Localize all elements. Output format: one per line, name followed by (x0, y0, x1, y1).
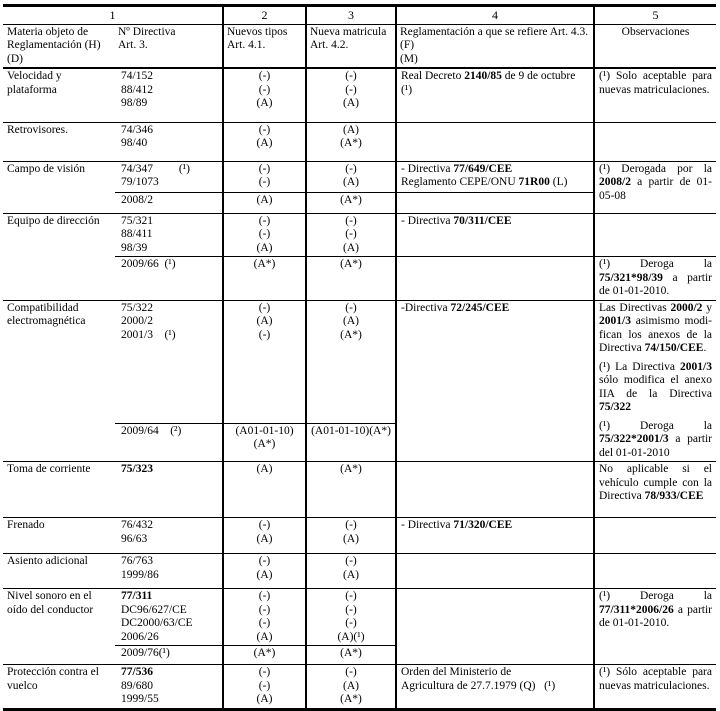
directiva-cell (115, 665, 223, 710)
cell-line: (A) (256, 241, 273, 254)
nueva-matricula-cell (306, 300, 396, 423)
cell-line: (A) (343, 568, 359, 581)
directiva-cell (115, 300, 223, 423)
cell-line: (-) (345, 70, 357, 82)
reglamentacion-cell (396, 589, 594, 665)
cell-line: Nueva matricula (310, 25, 387, 38)
cell-line: (A) (343, 241, 359, 254)
nuevos-tipos-cell (223, 518, 306, 554)
cell-line: (¹) La Directiva 2001/3 sólo modifica el anexo IIA de la Directiva 75/322 (599, 360, 712, 413)
cell-line: Observaciones (621, 25, 690, 38)
cell-line: (-) (258, 301, 271, 314)
cell-line: (A*) (340, 693, 362, 705)
cell-line: (A) (343, 315, 359, 327)
directiva-cell (115, 213, 223, 257)
cell-line: (¹) Derogada por la 2008/2 a partir de 01-05-08 (599, 162, 712, 202)
cell-line: (A) (256, 693, 273, 705)
nueva-matricula-cell: (A*) (306, 257, 396, 301)
reglamentacion-cell (396, 213, 594, 257)
cell-line: 77/311 (121, 590, 153, 602)
observaciones-cell (594, 554, 716, 589)
header-nueva-matricula (306, 24, 396, 68)
nueva-matricula-cell: (A*) (306, 646, 396, 665)
cell-line: (-) (345, 214, 357, 227)
header-materia (3, 24, 115, 68)
cell-line: 79/1073 (121, 176, 159, 188)
cell-line: DC96/627/CE (121, 603, 187, 616)
cell-line: Nº Directiva (118, 25, 176, 38)
nuevos-tipos-cell (223, 462, 306, 518)
cell-line: (¹) Deroga la 77/311*2006/26 a partir de 01-01-2010. (599, 590, 712, 629)
directiva-cell: 2008/2 (115, 192, 223, 213)
cell-line: - Directiva 71/320/CEE (401, 519, 513, 531)
nueva-matricula-cell (306, 122, 396, 161)
cell-line: (-) (258, 176, 271, 188)
table-row (3, 68, 716, 122)
directiva-cell (115, 122, 223, 161)
cell-line: Real Decreto 2140/85 de 9 de octubre (401, 70, 576, 82)
materia-cell: Equipo de dirección (3, 213, 115, 300)
nueva-matricula-cell (306, 518, 396, 554)
nueva-matricula-cell (306, 213, 396, 257)
cell-line: Reglamentación (H) (D) (7, 39, 101, 65)
column-number: 2 (223, 6, 306, 25)
nuevos-tipos-cell: (A*) (223, 646, 306, 665)
column-number-row (3, 6, 716, 25)
materia-cell: Velocidad y plataforma (3, 68, 115, 122)
cell-line: (A) (343, 123, 359, 136)
cell-line: 88/411 (121, 228, 153, 240)
reglamentacion-cell (396, 68, 594, 122)
cell-line: (-) (345, 617, 357, 629)
directiva-cell (115, 68, 223, 122)
nueva-matricula-cell (306, 554, 396, 589)
column-number: 3 (306, 6, 396, 25)
cell-line: 74/347 (¹) (121, 162, 190, 175)
nuevos-tipos-cell (223, 161, 306, 192)
cell-line: (A*) (340, 463, 362, 475)
table-row (3, 122, 716, 161)
cell-line: 1999/86 (121, 568, 159, 581)
observaciones-cell (594, 589, 716, 665)
table-row (3, 589, 716, 646)
cell-line: (A) (256, 97, 273, 109)
header-row (3, 24, 716, 68)
nueva-matricula-cell (306, 665, 396, 710)
cell-line: 98/39 (121, 241, 148, 254)
nueva-matricula-cell (306, 161, 396, 192)
nuevos-tipos-cell (223, 554, 306, 589)
nuevos-tipos-cell: (A01-01-10)(A*) (223, 423, 306, 461)
observaciones-cell (594, 161, 716, 213)
cell-line: (-) (258, 666, 271, 678)
materia-cell: Campo de visión (3, 161, 115, 213)
column-number: 1 (109, 8, 116, 22)
directiva-cell (115, 161, 223, 192)
cell-line: - Directiva 70/311/CEE (401, 214, 512, 227)
cell-line: 96/63 (121, 532, 148, 545)
cell-line: (-) (258, 328, 271, 341)
observaciones-cell (594, 300, 716, 462)
nueva-matricula-cell: (A01-01-10)(A*) (306, 423, 396, 461)
nueva-matricula-cell: (A*) (306, 192, 396, 213)
table-row (3, 554, 716, 589)
directiva-cell (115, 554, 223, 589)
reglamentacion-cell (396, 665, 594, 710)
observaciones-cell (594, 518, 716, 554)
reglamentacion-cell (396, 300, 594, 462)
nuevos-tipos-cell: (A*) (223, 257, 306, 301)
observaciones-cell (594, 665, 716, 710)
cell-line: (A*) (340, 137, 362, 149)
cell-line: (-) (258, 555, 271, 567)
cell-line: Art. 4.2. (310, 39, 349, 51)
directiva-cell (115, 462, 223, 518)
cell-line: (-) (345, 162, 357, 175)
column-number: 5 (594, 6, 716, 25)
nuevos-tipos-cell (223, 589, 306, 646)
cell-line: 75/323 (121, 463, 153, 475)
cell-line: Agricultura de 27.7.1979 (Q) (¹) (401, 679, 556, 692)
cell-line: Nuevos tipos (227, 25, 288, 38)
cell-line: No aplicable si el vehículo cumple con la Directiva 78/933/CEE (599, 463, 712, 502)
observaciones-cell (594, 122, 716, 161)
cell-line: (-) (258, 214, 271, 227)
table-row (3, 462, 716, 518)
cell-line: 89/680 (121, 679, 153, 692)
nuevos-tipos-cell (223, 665, 306, 710)
reglamentacion-cell (396, 192, 594, 213)
directiva-cell: 2009/76(¹) (115, 646, 223, 665)
cell-line: (-) (345, 519, 357, 531)
cell-line: 76/432 (121, 519, 153, 531)
cell-line: (-) (345, 555, 357, 567)
cell-line: Orden del Ministerio de (401, 666, 512, 678)
cell-line: 1999/55 (121, 693, 159, 705)
cell-line: (A) (256, 568, 273, 581)
cell-line: (-) (345, 603, 357, 616)
table-row (3, 213, 716, 257)
cell-line: (¹) Deroga la 75/322*2001/3 a partir del 01-01-2010 (599, 419, 712, 459)
cell-line: (-) (258, 162, 271, 175)
table-row (3, 300, 716, 423)
directiva-cell: 2009/66 (¹) (115, 257, 223, 301)
cell-line: (A) (256, 315, 273, 327)
table-row (3, 518, 716, 554)
cell-line: DC2000/63/CE (121, 617, 193, 629)
cell-line: 88/412 (121, 83, 153, 96)
cell-line: (-) (345, 228, 357, 240)
cell-line: (A) (343, 176, 359, 188)
cell-line: Art. 3. (118, 39, 148, 51)
directiva-cell (115, 589, 223, 646)
nueva-matricula-cell (306, 68, 396, 122)
cell-line: (-) (258, 123, 271, 136)
cell-line: Art. 4.1. (227, 39, 266, 51)
cell-line: (¹) Deroga la 75/321*98/39 a partir de 01-01-2010. (599, 258, 712, 297)
cell-line: Reglamentación a que se refiere Art. 4.3. (F) (400, 25, 589, 51)
header-reglamentacion (396, 24, 594, 68)
cell-line: (M) (400, 52, 418, 65)
cell-line: (-) (258, 590, 271, 602)
cell-line: 75/321 (121, 214, 153, 227)
column-number: 4 (396, 6, 594, 25)
materia-cell: Compatibilidad electromagnética (3, 300, 115, 462)
cell-line: (A) (256, 463, 273, 475)
cell-line: Las Directivas 2000/2 y 2001/3 asimismo modi-fican los anexos de la Directiva 74/150/CEE. (599, 301, 712, 354)
cell-line: (A) (256, 532, 273, 545)
materia-cell: Toma de corriente (3, 462, 115, 518)
reglamentacion-cell (396, 257, 594, 301)
nuevos-tipos-cell (223, 300, 306, 423)
materia-cell: Nivel sonoro en el oído del conductor (3, 589, 115, 665)
nueva-matricula-cell (306, 462, 396, 518)
nuevos-tipos-cell (223, 68, 306, 122)
header-directiva (115, 24, 223, 68)
header-nuevos-tipos (223, 24, 306, 68)
cell-line: (A) (256, 630, 273, 643)
cell-line: (-) (258, 70, 271, 82)
cell-line: (-) (345, 301, 357, 314)
cell-line: (-) (258, 603, 271, 616)
cell-line: (¹) (401, 83, 413, 96)
table-row (3, 161, 716, 192)
cell-line: (A*) (340, 328, 362, 341)
cell-line: (¹) Sólo aceptable para nuevas matriculaciones. (599, 666, 712, 692)
cell-line: 77/536 (121, 666, 153, 678)
cell-line: 2000/2 (121, 315, 153, 327)
cell-line: 74/152 (121, 70, 153, 82)
nuevos-tipos-cell (223, 122, 306, 161)
regulation-table (3, 4, 716, 711)
cell-line: 98/40 (121, 137, 148, 149)
cell-line: (-) (258, 679, 271, 692)
directiva-cell: 2009/64 (²) (115, 423, 223, 461)
observaciones-cell (594, 213, 716, 257)
observaciones-cell (594, 462, 716, 518)
materia-cell: Retrovisores. (3, 122, 115, 161)
cell-line: (¹) Solo aceptable para nuevas matriculaciones. (599, 70, 712, 96)
directiva-cell (115, 518, 223, 554)
cell-line: (-) (345, 83, 357, 96)
cell-line: (-) (258, 617, 271, 629)
materia-cell: Protección contra el vuelco (3, 665, 115, 710)
cell-line: (A) (343, 97, 359, 109)
cell-line: (A) (343, 532, 359, 545)
nuevos-tipos-cell: (A) (223, 192, 306, 213)
reglamentacion-cell (396, 122, 594, 161)
cell-line: 2001/3 (¹) (121, 328, 176, 341)
observaciones-cell (594, 257, 716, 301)
cell-line: (-) (345, 590, 357, 602)
nuevos-tipos-cell (223, 213, 306, 257)
cell-line: 2006/26 (121, 630, 159, 643)
cell-line: 76/763 (121, 555, 153, 567)
reglamentacion-cell (396, 462, 594, 518)
cell-line: 74/346 (121, 123, 153, 136)
cell-line: (-) (258, 83, 271, 96)
cell-line: (-) (345, 666, 357, 678)
cell-line: Reglamento CEPE/ONU 71R00 (L) (401, 176, 568, 188)
reglamentacion-cell (396, 554, 594, 589)
cell-line: (-) (258, 228, 271, 240)
materia-cell: Frenado (3, 518, 115, 554)
cell-line: -Directiva 72/245/CEE (401, 301, 510, 314)
cell-line: - Directiva 77/649/CEE (401, 162, 513, 175)
nueva-matricula-cell (306, 589, 396, 646)
cell-line: 98/89 (121, 97, 148, 109)
materia-cell: Asiento adicional (3, 554, 115, 589)
header-observaciones (594, 24, 716, 68)
reglamentacion-cell (396, 161, 594, 192)
observaciones-cell (594, 68, 716, 122)
cell-line: 75/322 (121, 301, 153, 314)
cell-line: (A) (256, 137, 273, 149)
cell-line: (A)(¹) (337, 630, 365, 643)
reglamentacion-cell (396, 518, 594, 554)
table-row (3, 665, 716, 710)
cell-line: Materia objeto de (7, 25, 89, 38)
cell-line: (A) (343, 679, 359, 692)
cell-line: (-) (258, 519, 271, 531)
